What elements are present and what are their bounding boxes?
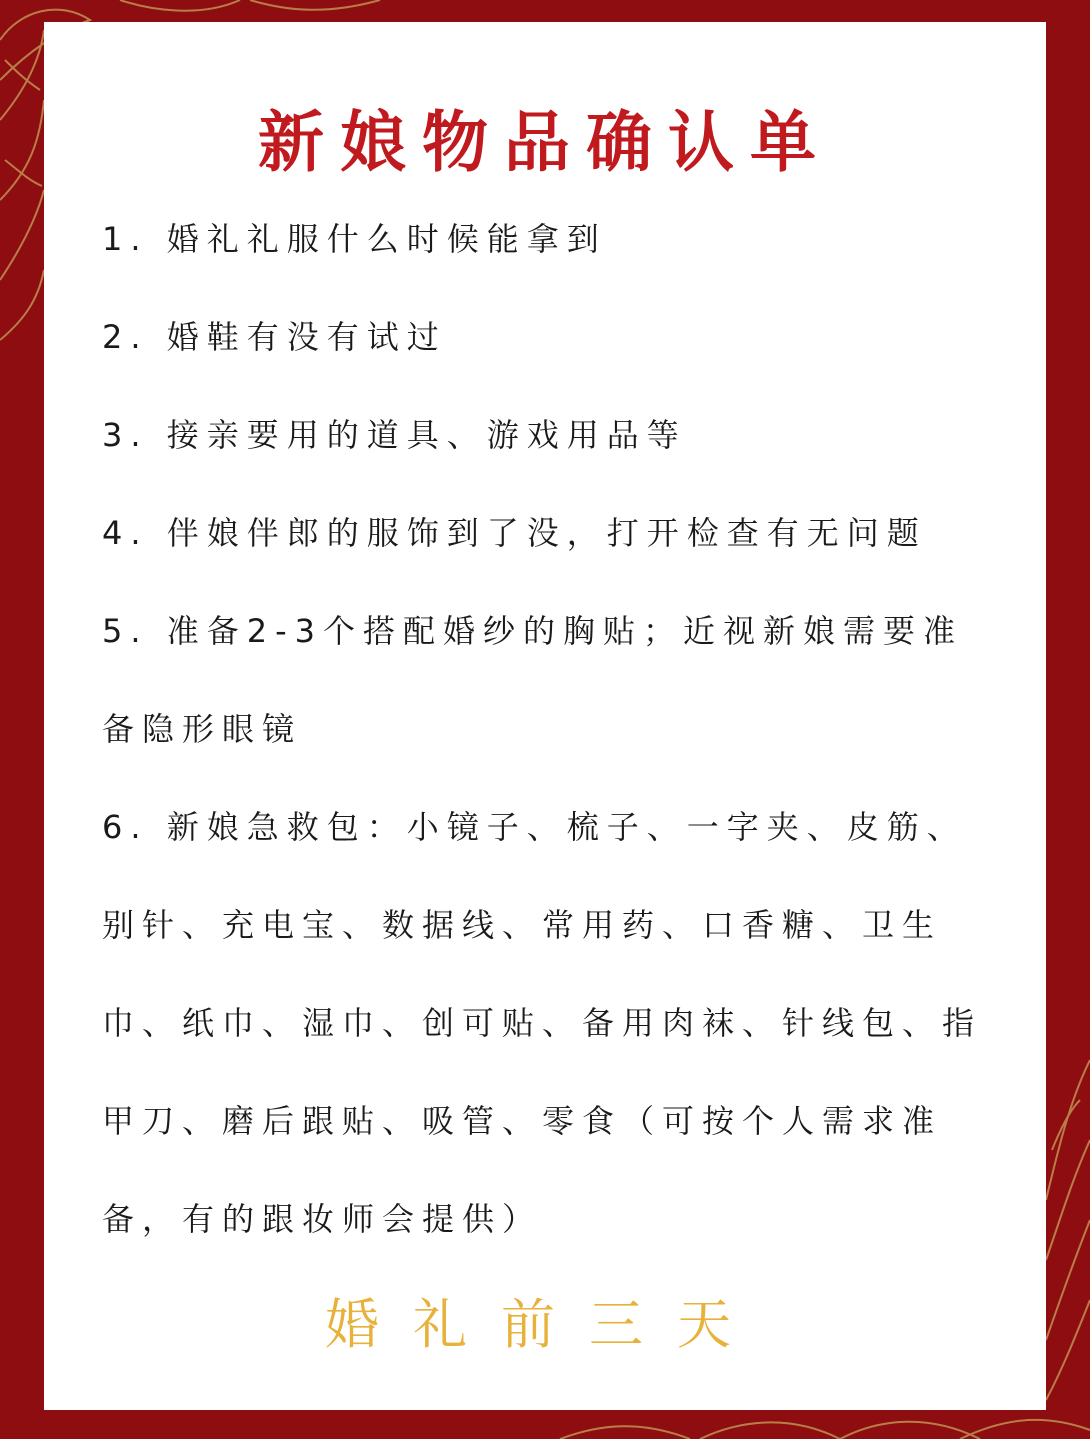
checklist — [102, 190, 1002, 1268]
checklist-item: 3. 接亲要用的道具、游戏用品等 — [102, 416, 687, 454]
floral-petal-icon — [120, 0, 240, 11]
floral-petal-icon — [0, 190, 44, 280]
checklist-card — [44, 22, 1046, 1410]
checklist-item: 5. 准备2-3个搭配婚纱的胸贴；近视新娘需要准备隐形眼镜 — [102, 612, 963, 748]
floral-petal-icon — [250, 0, 380, 10]
page-title: 新娘物品确认单 — [258, 104, 832, 181]
floral-petal-icon — [960, 1420, 1090, 1439]
floral-petal-icon — [700, 1422, 840, 1439]
checklist-item: 2. 婚鞋有没有试过 — [102, 318, 447, 356]
checklist-item: 4. 伴娘伴郎的服饰到了没，打开检查有无问题 — [102, 514, 927, 552]
floral-petal-icon — [0, 100, 44, 200]
floral-petal-icon — [1046, 1140, 1090, 1260]
floral-petal-icon — [1046, 1060, 1090, 1200]
checklist-item: 6. 新娘急救包：小镜子、梳子、一字夹、皮筋、别针、充电宝、数据线、常用药、口香糖、卫生巾、纸巾、湿巾、创可贴、备用肉袜、针线包、指甲刀、磨后跟贴、吸管、零食（可按个人需求准备，有的跟妆师会提供） — [102, 808, 983, 1238]
floral-petal-icon — [0, 270, 44, 340]
floral-leaf-icon — [5, 160, 42, 186]
checklist-item: 1. 婚礼礼服什么时候能拿到 — [102, 220, 607, 258]
floral-petal-icon — [1046, 1300, 1090, 1400]
floral-petal-icon — [840, 1422, 980, 1439]
footer-caption: 婚礼前三天 — [325, 1293, 765, 1356]
floral-petal-icon — [560, 1426, 690, 1439]
